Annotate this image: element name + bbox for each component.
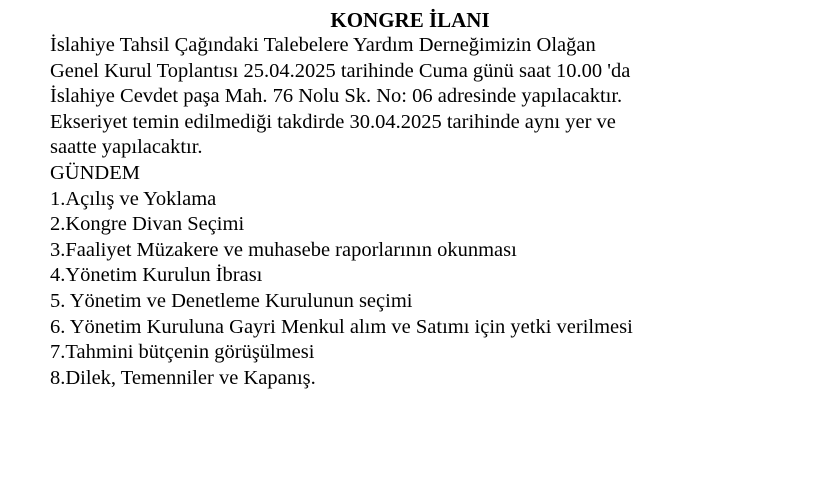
body-line: İslahiye Tahsil Çağındaki Talebelere Yardım Derneğimizin Olağan	[50, 34, 596, 56]
body-line: saatte yapılacaktır.	[50, 136, 203, 159]
agenda-item: 2.Kongre Divan Seçimi	[50, 213, 245, 236]
congress-notice	[50, 7, 810, 391]
agenda-item: 6. Yönetim Kuruluna Gayri Menkul alım ve Satımı için yetki verilmesi	[50, 315, 633, 338]
body-line: İslahiye Cevdet paşa Mah. 76 Nolu Sk. No: 06 adresinde yapılacaktır.	[50, 85, 623, 108]
agenda-heading: GÜNDEM	[50, 161, 140, 184]
agenda-item: 7.Tahmini bütçenin görüşülmesi	[50, 341, 315, 364]
agenda-item: 5. Yönetim ve Denetleme Kurulunun seçimi	[50, 289, 413, 312]
agenda-item: 3.Faaliyet Müzakere ve muhasebe raporlarının okunması	[50, 238, 517, 261]
agenda-list	[50, 187, 810, 392]
agenda-item: 1.Açılış ve Yoklama	[50, 187, 217, 210]
notice-body	[50, 33, 810, 161]
agenda-item: 8.Dilek, Temenniler ve Kapanış.	[50, 366, 316, 389]
notice-title: KONGRE İLANI	[330, 8, 490, 32]
body-line: Genel Kurul Toplantısı 25.04.2025 tarihinde Cuma günü saat 10.00 'da	[50, 59, 631, 82]
body-line: Ekseriyet temin edilmediği takdirde 30.04.2025 tarihinde aynı yer ve	[50, 110, 616, 133]
agenda-item: 4.Yönetim Kurulun İbrası	[50, 264, 263, 287]
